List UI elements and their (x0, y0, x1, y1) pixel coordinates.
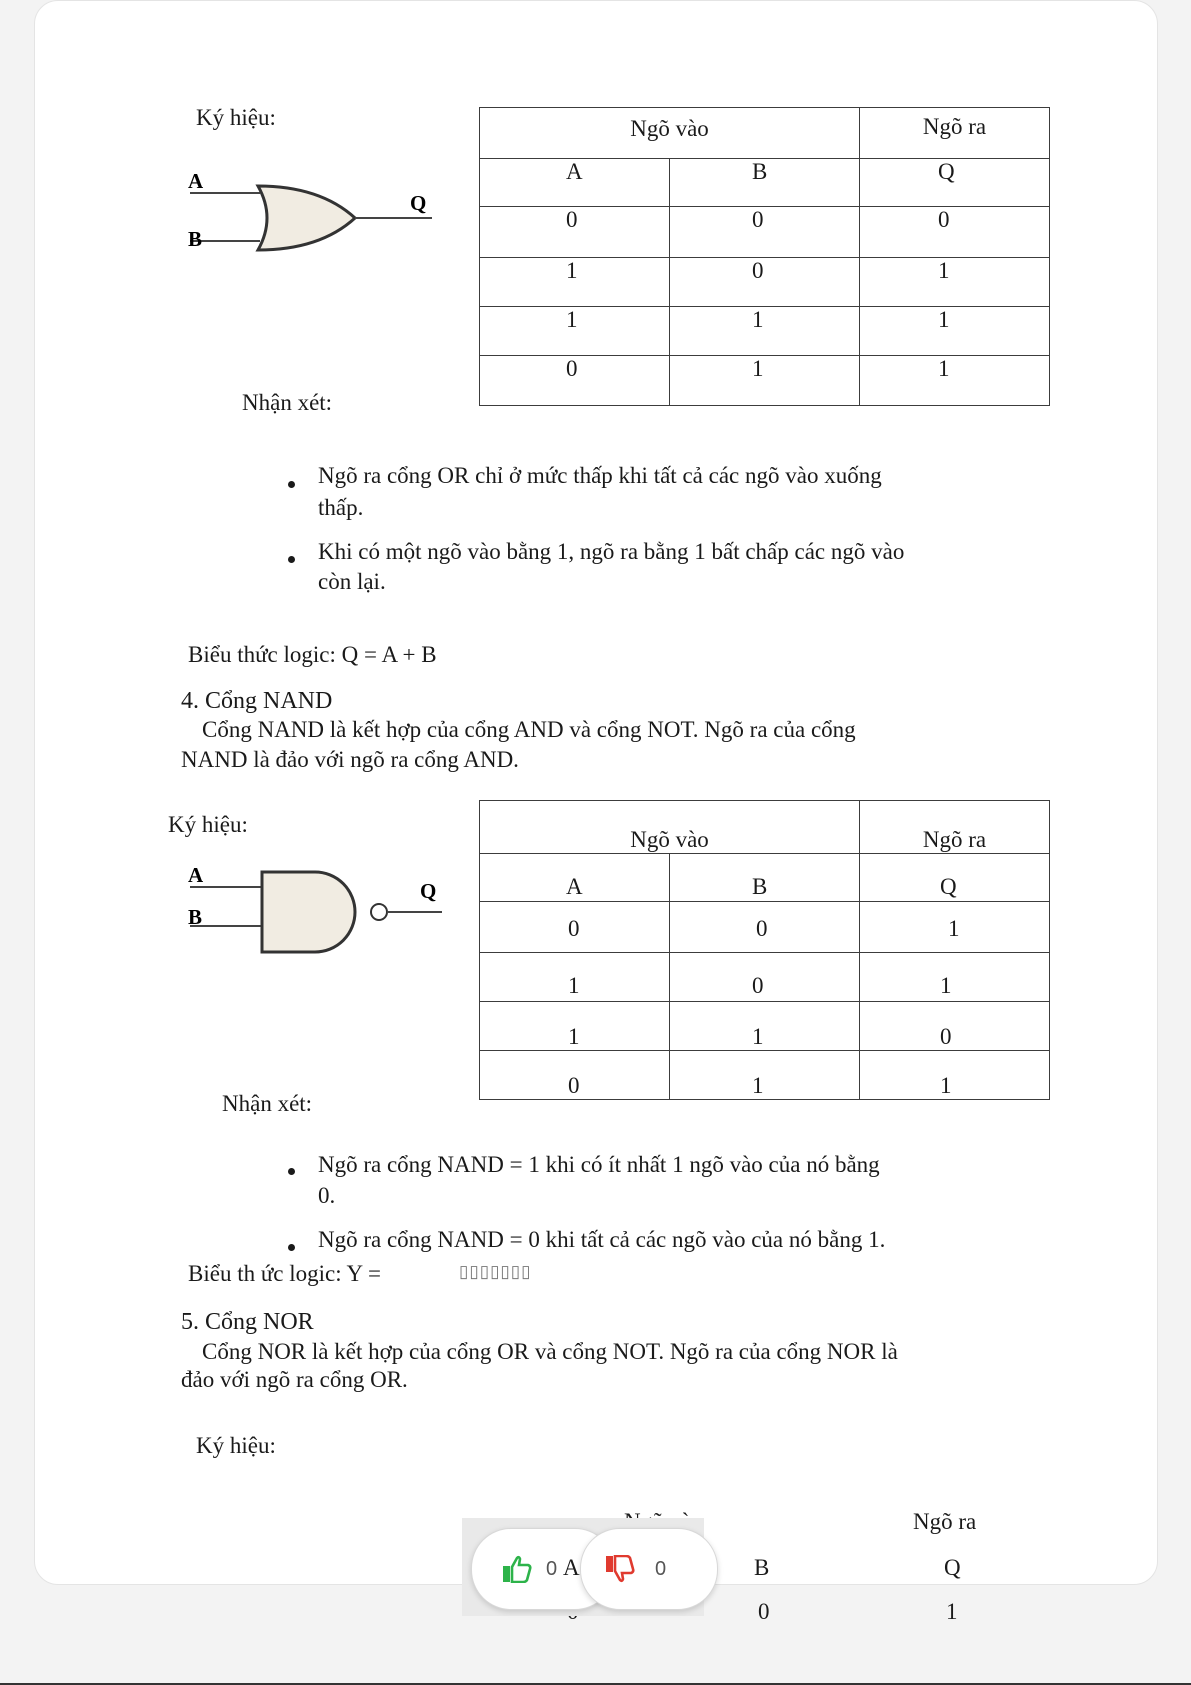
nor-col-b: B (754, 1555, 770, 1580)
table-cell: 1 (946, 1599, 958, 1624)
bullet-icon (288, 556, 295, 563)
or-header-inputs: Ngõ vào (480, 108, 860, 159)
nand-col-a: A (480, 854, 670, 902)
bullet-icon (288, 1244, 295, 1251)
nor-desc-line2: đảo với ngõ ra cổng OR. (181, 1367, 408, 1392)
or-gate-input-a: A (188, 169, 204, 193)
table-cell: 1 (480, 307, 670, 356)
or-bullet-1-line2: thấp. (318, 495, 364, 520)
or-col-q: Q (860, 159, 1050, 207)
nor-header-output: Ngõ ra (913, 1509, 977, 1534)
nand-expression: Biểu th ức logic: Y = (188, 1261, 382, 1286)
nand-header-output: Ngõ ra (860, 801, 1050, 854)
table-cell: 1 (480, 953, 670, 1002)
or-expression: Biểu thức logic: Q = A + B (188, 642, 437, 667)
table-cell: 0 (480, 207, 670, 258)
nor-col-a: A (563, 1555, 580, 1580)
table-row (480, 258, 1050, 307)
like-count: 0 (546, 1557, 558, 1580)
thumbs-up-icon (502, 1555, 532, 1583)
table-cell: 0 (860, 1002, 1050, 1051)
nand-expression-glyphs: ▯▯▯▯▯▯▯ (459, 1262, 532, 1281)
nor-col-q: Q (944, 1555, 961, 1580)
table-row (480, 207, 1050, 258)
or-bullet-2-line1: Khi có một ngõ vào bằng 1, ngõ ra bằng 1 bất chấp các ngõ vào (318, 539, 905, 564)
table-row (480, 902, 1050, 953)
table-cell: 1 (860, 1051, 1050, 1100)
table-cell: 0 (758, 1599, 770, 1624)
or-gate-output: Q (410, 191, 427, 215)
table-row (480, 1002, 1050, 1051)
dislike-button[interactable] (580, 1528, 718, 1610)
table-cell: 0 (670, 258, 860, 307)
nand-bullet-1-line1: Ngõ ra cổng NAND = 1 khi có ít nhất 1 ngõ vào của nó bằng (318, 1152, 880, 1177)
table-cell: 1 (670, 1051, 860, 1100)
nand-symbol-label: Ký hiệu: (168, 812, 248, 837)
or-col-b: B (670, 159, 860, 207)
table-cell: 1 (670, 356, 860, 406)
nand-heading: 4. Cổng NAND (181, 688, 333, 714)
nand-remark-label: Nhận xét: (222, 1091, 313, 1116)
table-cell: 1 (670, 1002, 860, 1051)
table-cell: 1 (860, 953, 1050, 1002)
or-gate-icon (180, 168, 435, 278)
bullet-icon (288, 1168, 295, 1175)
nand-gate-icon (180, 856, 450, 966)
table-cell: 0 (480, 1051, 670, 1100)
table-cell: 0 (480, 356, 670, 406)
or-remark-label: Nhận xét: (242, 390, 333, 415)
table-cell: 1 (860, 307, 1050, 356)
nor-desc-line1: Cổng NOR là kết hợp của cổng OR và cổng NOT. Ngõ ra của cổng NOR là (202, 1339, 898, 1364)
nand-desc-line2: NAND là đảo với ngõ ra cổng AND. (181, 747, 519, 772)
table-cell: 0 (670, 953, 860, 1002)
table-cell: 1 (860, 356, 1050, 406)
or-truth-table (479, 107, 1050, 406)
table-row (480, 356, 1050, 406)
thumbs-down-icon (605, 1555, 635, 1583)
or-gate-input-b: B (188, 227, 203, 251)
nand-header-inputs: Ngõ vào (480, 801, 860, 854)
table-row (480, 1051, 1050, 1100)
table-cell: 1 (860, 258, 1050, 307)
table-cell: 1 (860, 902, 1050, 953)
or-symbol-label: Ký hiệu: (196, 105, 276, 130)
nand-truth-table (479, 800, 1050, 1100)
nand-gate-input-a: A (188, 863, 204, 887)
table-cell: 0 (480, 902, 670, 953)
nand-bullet-1-line2: 0. (318, 1183, 336, 1208)
nand-col-b: B (670, 854, 860, 902)
or-bullet-1-line1: Ngõ ra cổng OR chỉ ở mức thấp khi tất cả các ngõ vào xuống (318, 463, 882, 488)
or-bullet-2-line2: còn lại. (318, 569, 386, 594)
table-cell: 1 (480, 258, 670, 307)
bullet-icon (288, 481, 295, 488)
nor-symbol-label: Ký hiệu: (196, 1433, 276, 1458)
nand-desc-line1: Cổng NAND là kết hợp của cổng AND và cổng NOT. Ngõ ra của cổng (202, 717, 856, 742)
nand-gate-input-b: B (188, 905, 203, 929)
table-cell: 1 (670, 307, 860, 356)
table-cell: 0 (670, 207, 860, 258)
table-cell: 0 (670, 902, 860, 953)
or-header-output: Ngõ ra (860, 108, 1050, 159)
nand-col-q: Q (860, 854, 1050, 902)
table-row (480, 307, 1050, 356)
nor-heading: 5. Cổng NOR (181, 1309, 314, 1335)
table-cell: 0 (860, 207, 1050, 258)
table-row (480, 953, 1050, 1002)
nand-gate-output: Q (420, 879, 437, 903)
table-cell: 1 (480, 1002, 670, 1051)
dislike-count: 0 (655, 1557, 667, 1580)
nand-bullet-2-line1: Ngõ ra cổng NAND = 0 khi tất cả các ngõ vào của nó bằng 1. (318, 1227, 886, 1252)
or-col-a: A (480, 159, 670, 207)
